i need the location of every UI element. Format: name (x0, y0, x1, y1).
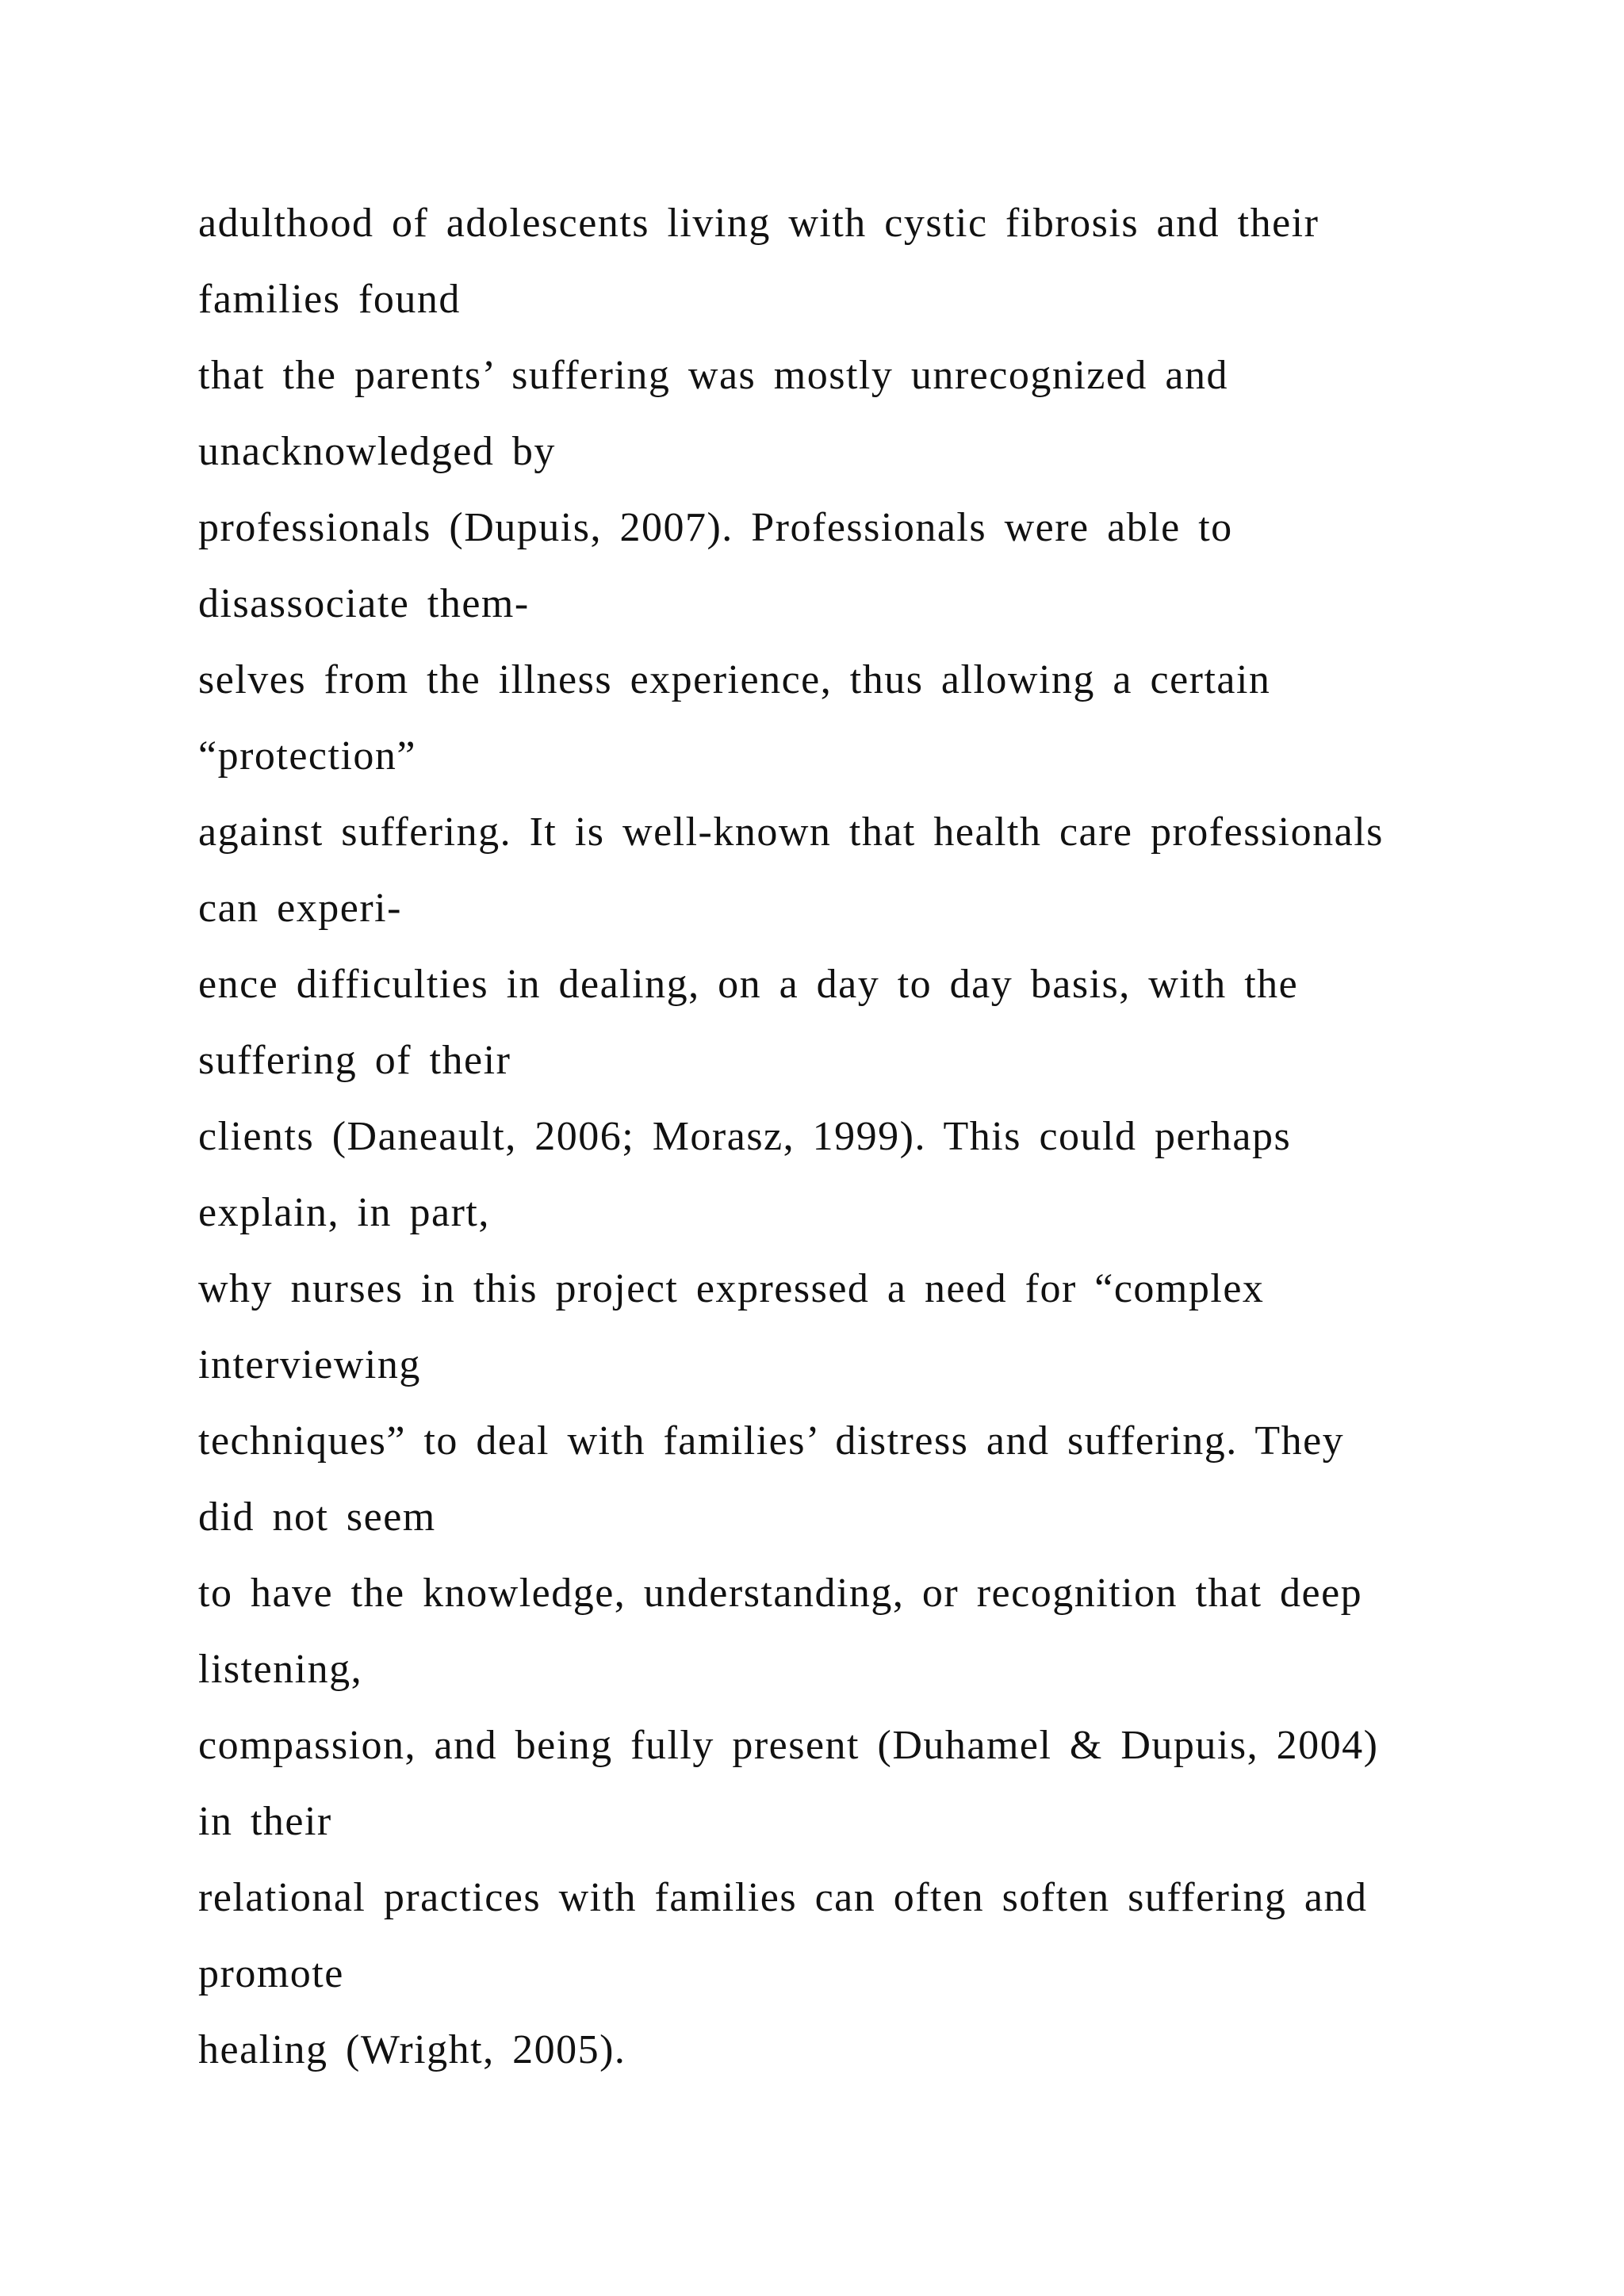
text-line: compassion, and being fully present (Duhamel & Dupuis, 2004) (198, 1723, 1379, 1768)
text-line: families found (198, 277, 461, 322)
text-line: techniques” to deal with families’ distress and suffering. They (198, 1418, 1345, 1464)
text-line: selves from the illness experience, thus allowing a certain (198, 657, 1271, 702)
text-line: promote (198, 1951, 344, 1996)
text-line: unacknowledged by (198, 429, 556, 474)
text-line: “protection” (198, 733, 416, 779)
text-line: did not seem (198, 1494, 436, 1540)
text-line: listening, (198, 1647, 363, 1692)
text-line: clients (Daneault, 2006; Morasz, 1999). This could perhaps (198, 1114, 1292, 1159)
text-line: disassociate them- (198, 581, 530, 626)
text-line: suffering of their (198, 1038, 511, 1083)
text-line: to have the knowledge, understanding, or recognition that deep (198, 1571, 1363, 1616)
text-line: interviewing (198, 1342, 421, 1387)
text-line: relational practices with families can often soften suffering and (198, 1875, 1368, 1920)
text-line: adulthood of adolescents living with cystic fibrosis and their (198, 201, 1320, 246)
text-line: that the parents’ suffering was mostly unrecognized and (198, 353, 1229, 398)
text-line: can experi- (198, 886, 402, 931)
text-line: explain, in part, (198, 1190, 490, 1235)
text-line: professionals (Dupuis, 2007). Professionals were able to (198, 505, 1233, 550)
text-line: ence difficulties in dealing, on a day to day basis, with the (198, 962, 1299, 1007)
text-line: healing (Wright, 2005). (198, 2027, 626, 2072)
text-line: against suffering. It is well-known that health care professionals (198, 809, 1384, 855)
text-line: in their (198, 1799, 332, 1844)
body-text (198, 189, 1499, 2091)
text-line: why nurses in this project expressed a need for “complex (198, 1266, 1265, 1311)
